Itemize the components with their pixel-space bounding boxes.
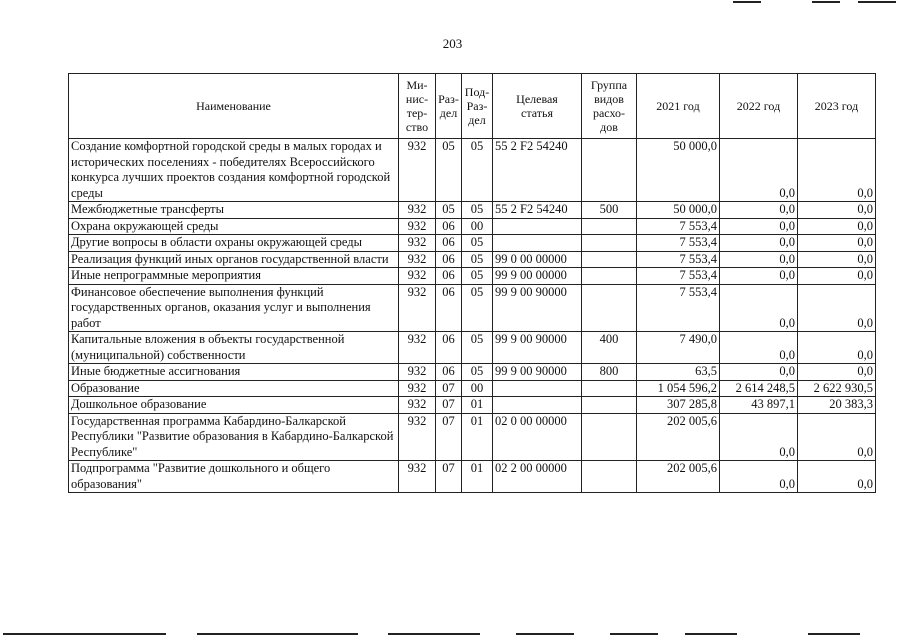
ministry-cell: 932 [399,332,436,364]
amount-2023-cell: 2 622 930,5 [798,380,876,397]
amount-2022-cell: 0,0 [720,413,798,461]
row-name-cell: Создание комфортной городской среды в малых городах и исторических поселениях - победителях Всероссийского конкурса лучших проектов создания комфортной городской среды [69,139,399,202]
expense-group-cell [582,284,637,332]
amount-2021-cell: 50 000,0 [637,139,720,202]
amount-2022-cell: 43 897,1 [720,397,798,414]
page-number: 203 [442,36,463,51]
ministry-cell: 932 [399,284,436,332]
header-2021: 2021 год [637,74,720,139]
target-article-cell: 02 0 00 00000 [493,413,582,461]
subsection-cell: 05 [462,251,493,268]
row-name-cell: Образование [69,380,399,397]
subsection-cell: 05 [462,284,493,332]
table-row [69,364,876,381]
subsection-cell: 01 [462,413,493,461]
row-name-cell: Межбюджетные трансферты [69,202,399,219]
amount-2021-cell: 7 553,4 [637,218,720,235]
row-name-cell: Реализация функций иных органов государственной власти [69,251,399,268]
section-cell: 06 [436,364,462,381]
bottom-border-line [808,633,860,635]
amount-2023-cell: 0,0 [798,202,876,219]
expense-group-cell [582,380,637,397]
ministry-cell: 932 [399,413,436,461]
amount-2023-cell: 0,0 [798,235,876,252]
ministry-cell: 932 [399,139,436,202]
header-expense-group: Группа видов расхо- дов [582,74,637,139]
section-cell: 06 [436,284,462,332]
expense-group-cell [582,251,637,268]
target-article-cell: 99 9 00 00000 [493,268,582,285]
amount-2021-cell: 7 553,4 [637,268,720,285]
header-2022: 2022 год [720,74,798,139]
section-cell: 07 [436,461,462,493]
amount-2021-cell: 7 553,4 [637,235,720,252]
table-row [69,235,876,252]
section-cell: 06 [436,235,462,252]
row-name-cell: Финансовое обеспечение выполнения функций государственных органов, оказания услуг и выполнения работ [69,284,399,332]
ministry-cell: 932 [399,202,436,219]
table-row [69,139,876,202]
amount-2023-cell: 0,0 [798,364,876,381]
target-article-cell: 99 0 00 00000 [493,251,582,268]
expense-group-cell [582,218,637,235]
header-subsection: Под- Раз- дел [462,74,493,139]
subsection-cell: 01 [462,397,493,414]
amount-2021-cell: 202 005,6 [637,461,720,493]
amount-2021-cell: 7 553,4 [637,251,720,268]
subsection-cell: 00 [462,380,493,397]
table-row [69,202,876,219]
subsection-cell: 05 [462,139,493,202]
expense-group-cell: 800 [582,364,637,381]
header-name: Наименование [69,74,399,139]
amount-2023-cell: 0,0 [798,268,876,285]
row-name-cell: Другие вопросы в области охраны окружающей среды [69,235,399,252]
section-cell: 05 [436,202,462,219]
top-border-line [858,1,896,3]
budget-table [68,73,876,493]
amount-2022-cell: 2 614 248,5 [720,380,798,397]
table-header-row [69,74,876,139]
subsection-cell: 05 [462,364,493,381]
ministry-cell: 932 [399,251,436,268]
bottom-border-line [610,633,658,635]
subsection-cell: 00 [462,218,493,235]
expense-group-cell [582,413,637,461]
amount-2021-cell: 307 285,8 [637,397,720,414]
amount-2023-cell: 0,0 [798,461,876,493]
table-row [69,284,876,332]
subsection-cell: 05 [462,202,493,219]
row-name-cell: Капитальные вложения в объекты государственной (муниципальной) собственности [69,332,399,364]
amount-2023-cell: 20 383,3 [798,397,876,414]
amount-2022-cell: 0,0 [720,139,798,202]
bottom-border-line [388,633,480,635]
row-name-cell: Иные бюджетные ассигнования [69,364,399,381]
expense-group-cell [582,268,637,285]
amount-2023-cell: 0,0 [798,284,876,332]
section-cell: 05 [436,139,462,202]
target-article-cell: 99 9 00 90000 [493,332,582,364]
ministry-cell: 932 [399,218,436,235]
table-row [69,380,876,397]
target-article-cell: 55 2 F2 54240 [493,139,582,202]
table-row [69,461,876,493]
target-article-cell: 02 2 00 00000 [493,461,582,493]
table-row [69,413,876,461]
amount-2022-cell: 0,0 [720,218,798,235]
ministry-cell: 932 [399,268,436,285]
target-article-cell [493,397,582,414]
top-border-line [812,1,840,3]
expense-group-cell: 500 [582,202,637,219]
subsection-cell: 05 [462,332,493,364]
target-article-cell [493,218,582,235]
amount-2022-cell: 0,0 [720,268,798,285]
ministry-cell: 932 [399,380,436,397]
header-target-article: Целевая статья [493,74,582,139]
section-cell: 07 [436,380,462,397]
row-name-cell: Государственная программа Кабардино-Балкарской Республики "Развитие образования в Кабардино-Балкарской Республике" [69,413,399,461]
header-2023: 2023 год [798,74,876,139]
amount-2021-cell: 202 005,6 [637,413,720,461]
top-border-line [733,1,761,3]
table-row [69,397,876,414]
amount-2022-cell: 0,0 [720,364,798,381]
section-cell: 06 [436,332,462,364]
ministry-cell: 932 [399,235,436,252]
amount-2022-cell: 0,0 [720,461,798,493]
section-cell: 06 [436,251,462,268]
subsection-cell: 01 [462,461,493,493]
amount-2023-cell: 0,0 [798,413,876,461]
amount-2022-cell: 0,0 [720,284,798,332]
amount-2021-cell: 7 553,4 [637,284,720,332]
table-row [69,218,876,235]
target-article-cell: 99 9 00 90000 [493,284,582,332]
subsection-cell: 05 [462,235,493,252]
target-article-cell: 55 2 F2 54240 [493,202,582,219]
amount-2022-cell: 0,0 [720,251,798,268]
ministry-cell: 932 [399,364,436,381]
section-cell: 07 [436,413,462,461]
section-cell: 06 [436,268,462,285]
row-name-cell: Дошкольное образование [69,397,399,414]
ministry-cell: 932 [399,461,436,493]
amount-2021-cell: 1 054 596,2 [637,380,720,397]
section-cell: 06 [436,218,462,235]
amount-2021-cell: 63,5 [637,364,720,381]
target-article-cell [493,235,582,252]
bottom-border-line [516,633,574,635]
amount-2021-cell: 50 000,0 [637,202,720,219]
expense-group-cell [582,397,637,414]
amount-2021-cell: 7 490,0 [637,332,720,364]
amount-2022-cell: 0,0 [720,202,798,219]
row-name-cell: Охрана окружающей среды [69,218,399,235]
expense-group-cell [582,461,637,493]
bottom-border-line [197,633,358,635]
row-name-cell: Иные непрограммные мероприятия [69,268,399,285]
amount-2023-cell: 0,0 [798,139,876,202]
table-body [69,139,876,493]
target-article-cell: 99 9 00 90000 [493,364,582,381]
amount-2023-cell: 0,0 [798,332,876,364]
subsection-cell: 05 [462,268,493,285]
row-name-cell: Подпрограмма "Развитие дошкольного и общего образования" [69,461,399,493]
table-row [69,251,876,268]
header-section: Раз- дел [436,74,462,139]
amount-2022-cell: 0,0 [720,332,798,364]
amount-2023-cell: 0,0 [798,218,876,235]
expense-group-cell [582,139,637,202]
table-row [69,332,876,364]
expense-group-cell: 400 [582,332,637,364]
header-ministry: Ми- нис- тер- ство [399,74,436,139]
ministry-cell: 932 [399,397,436,414]
amount-2022-cell: 0,0 [720,235,798,252]
expense-group-cell [582,235,637,252]
bottom-border-line [685,633,737,635]
amount-2023-cell: 0,0 [798,251,876,268]
bottom-border-line [3,633,166,635]
section-cell: 07 [436,397,462,414]
target-article-cell [493,380,582,397]
table-row [69,268,876,285]
